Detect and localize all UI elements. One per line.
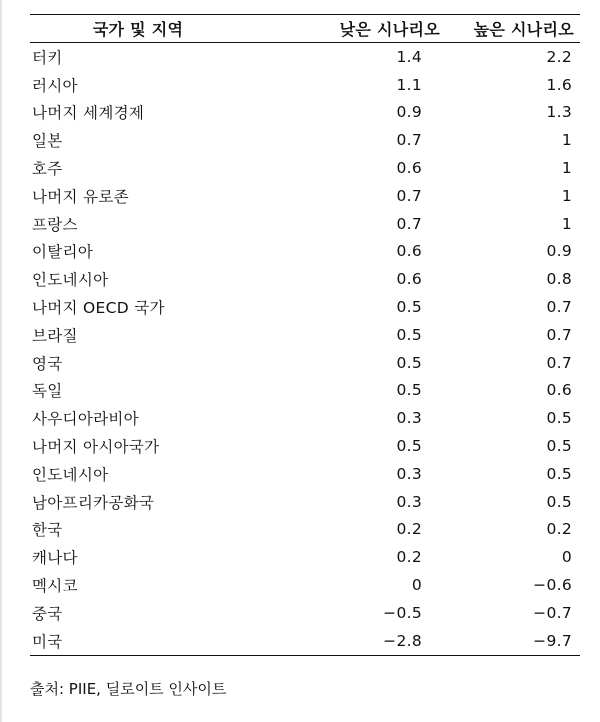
table-row	[30, 571, 580, 599]
table-row	[30, 43, 580, 71]
low-scenario-cell: 0.5	[396, 437, 422, 456]
table-row	[30, 154, 580, 182]
high-scenario-cell: 0.7	[546, 298, 572, 317]
region-name-cell: 남아프리카공화국	[32, 493, 155, 512]
low-scenario-cell: 0.7	[396, 131, 422, 150]
low-scenario-cell: 0	[411, 576, 422, 595]
high-scenario-cell: 0.7	[546, 325, 572, 344]
region-name-cell: 나머지 아시아국가	[32, 438, 160, 457]
region-name-cell: 미국	[30, 627, 286, 655]
low-scenario-cell: 0.3	[396, 464, 422, 483]
region-name-cell: 나머지 세계경제	[32, 104, 145, 123]
high-scenario-cell: 0.9	[546, 242, 572, 261]
high-scenario-cell: 1.3	[546, 103, 572, 122]
low-scenario-cell: 0.6	[396, 270, 422, 289]
table-row	[30, 460, 580, 488]
table-row	[30, 627, 580, 655]
header-region: 국가 및 지역	[30, 15, 286, 43]
table-row	[30, 599, 580, 627]
table-body	[30, 43, 580, 656]
region-name-cell: 독일	[32, 382, 63, 401]
table-row	[30, 377, 580, 405]
region-name-cell: 멕시코	[32, 577, 78, 596]
low-scenario-cell: 0.3	[396, 492, 422, 511]
table-row	[30, 321, 580, 349]
scenario-table-container	[30, 14, 580, 656]
table-row	[30, 488, 580, 516]
high-scenario-cell: 0.5	[546, 437, 572, 456]
region-name-cell: 인도네시아	[32, 271, 109, 290]
region-name-cell: 인도네시아	[32, 465, 109, 484]
low-scenario-cell: 1.4	[396, 47, 422, 66]
low-scenario-cell: −0.5	[383, 603, 422, 622]
high-scenario-cell: 0.8	[546, 270, 572, 289]
table-row	[30, 265, 580, 293]
region-name-cell: 러시아	[32, 76, 78, 95]
low-scenario-cell: 0.5	[396, 325, 422, 344]
region-name-cell: 터키	[32, 48, 63, 67]
high-scenario-cell: 0.5	[546, 492, 572, 511]
region-name-cell: 중국	[32, 604, 63, 623]
low-scenario-cell: 0.2	[396, 548, 422, 567]
low-scenario-cell: 0.9	[396, 103, 422, 122]
high-scenario-cell: 1	[561, 214, 572, 233]
low-scenario-cell: 0.5	[396, 353, 422, 372]
region-name-cell: 호주	[32, 160, 63, 179]
table-row	[30, 182, 580, 210]
header-low-scenario: 낮은 시나리오	[286, 15, 446, 43]
table-row	[30, 432, 580, 460]
high-scenario-cell: −0.7	[533, 603, 572, 622]
low-scenario-cell: 0.5	[396, 381, 422, 400]
high-scenario-cell: −0.6	[533, 576, 572, 595]
region-name-cell: 사우디아라비아	[32, 410, 139, 429]
high-scenario-cell: 0.6	[546, 381, 572, 400]
low-scenario-cell: 0.6	[396, 242, 422, 261]
low-scenario-cell: −2.8	[286, 627, 446, 655]
table-row	[30, 293, 580, 321]
table-row	[30, 543, 580, 571]
high-scenario-cell: −9.7	[446, 627, 580, 655]
table-row	[30, 404, 580, 432]
high-scenario-cell: 1	[561, 186, 572, 205]
low-scenario-cell: 0.3	[396, 409, 422, 428]
high-scenario-cell: 0.7	[546, 353, 572, 372]
scenario-table	[30, 14, 580, 656]
source-note: 출처: PIIE, 딜로이트 인사이트	[30, 680, 227, 698]
high-scenario-cell: 2.2	[546, 47, 572, 66]
high-scenario-cell: 1.6	[546, 75, 572, 94]
table-header	[30, 15, 580, 43]
left-divider	[0, 0, 2, 722]
high-scenario-cell: 1	[561, 131, 572, 150]
high-scenario-cell: 0	[561, 548, 572, 567]
low-scenario-cell: 0.5	[396, 298, 422, 317]
low-scenario-cell: 0.6	[396, 159, 422, 178]
header-high-scenario: 높은 시나리오	[446, 15, 580, 43]
low-scenario-cell: 1.1	[396, 75, 422, 94]
region-name-cell: 나머지 OECD 국가	[32, 299, 165, 318]
low-scenario-cell: 0.7	[396, 186, 422, 205]
high-scenario-cell: 1	[561, 159, 572, 178]
region-name-cell: 이탈리아	[32, 243, 94, 262]
table-row	[30, 349, 580, 377]
table-row	[30, 238, 580, 266]
high-scenario-cell: 0.2	[546, 520, 572, 539]
table-row	[30, 99, 580, 127]
high-scenario-cell: 0.5	[546, 409, 572, 428]
table-row	[30, 210, 580, 238]
region-name-cell: 브라질	[32, 326, 78, 345]
high-scenario-cell: 0.5	[546, 464, 572, 483]
table-row	[30, 126, 580, 154]
low-scenario-cell: 0.2	[396, 520, 422, 539]
region-name-cell: 한국	[32, 521, 63, 540]
region-name-cell: 프랑스	[32, 215, 78, 234]
table-row	[30, 71, 580, 99]
header-row	[30, 15, 580, 43]
low-scenario-cell: 0.7	[396, 214, 422, 233]
region-name-cell: 일본	[32, 132, 63, 151]
region-name-cell: 영국	[32, 354, 63, 373]
table-row	[30, 516, 580, 544]
region-name-cell: 캐나다	[32, 549, 78, 568]
region-name-cell: 나머지 유로존	[32, 187, 129, 206]
